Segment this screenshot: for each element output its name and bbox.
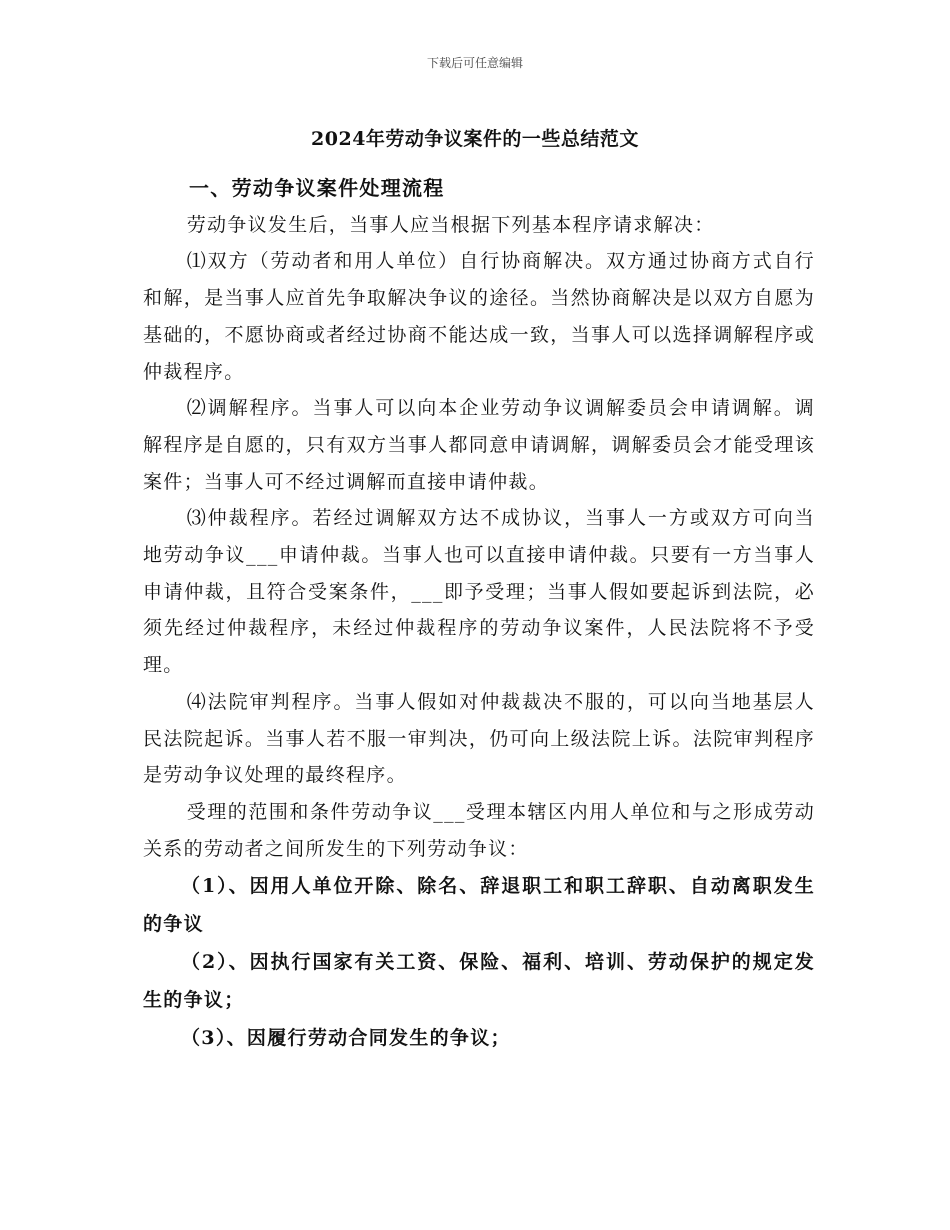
list-item: （1）、因用人单位开除、除名、辞退职工和职工辞职、自动离职发生的争议: [143, 875, 815, 936]
paragraph-scope: 受理的范围和条件劳动争议___受理本辖区内用人单位和与之形成劳动关系的劳动者之间所发生的下列劳动争议：: [143, 800, 815, 860]
list-item: （2）、因执行国家有关工资、保险、福利、培训、劳动保护的规定发生的争议；: [143, 951, 815, 1012]
document-body: [143, 170, 815, 1057]
paragraph-mediation: ⑵调解程序。当事人可以向本企业劳动争议调解委员会申请调解。调解程序是自愿的，只有双方当事人都同意申请调解，调解委员会才能受理该案件；当事人可不经过调解而直接申请仲裁。: [143, 397, 815, 493]
list-item: （3）、因履行劳动合同发生的争议；: [181, 1027, 511, 1050]
paragraph-negotiation: ⑴双方（劳动者和用人单位）自行协商解决。双方通过协商方式自行和解，是当事人应首先争取解决争议的途径。当然协商解决是以双方自愿为基础的，不愿协商或者经过协商不能达成一致，当事人可以选择调解程序或仲裁程序。: [143, 250, 815, 383]
header-note: 下载后可任意编辑: [426, 56, 523, 70]
paragraph-arbitration: ⑶仲裁程序。若经过调解双方达不成协议，当事人一方或双方可向当地劳动争议___申请仲裁。当事人也可以直接申请仲裁。只要有一方当事人申请仲裁，且符合受案条件，___即予受理；当事人假如要起诉到法院，必须先经过仲裁程序，未经过仲裁程序的劳动争议案件，人民法院将不予受理。: [143, 507, 815, 677]
document-title: 2024年劳动争议案件的一些总结范文: [311, 128, 639, 150]
paragraph-intro: 劳动争议发生后，当事人应当根据下列基本程序请求解决：: [186, 213, 715, 236]
paragraph-court: ⑷法院审判程序。当事人假如对仲裁裁决不服的，可以向当地基层人民法院起诉。当事人若不服一审判决，仍可向上级法院上诉。法院审判程序是劳动争议处理的最终程序。: [143, 690, 815, 787]
section-heading: 一、劳动争议案件处理流程: [189, 176, 445, 200]
